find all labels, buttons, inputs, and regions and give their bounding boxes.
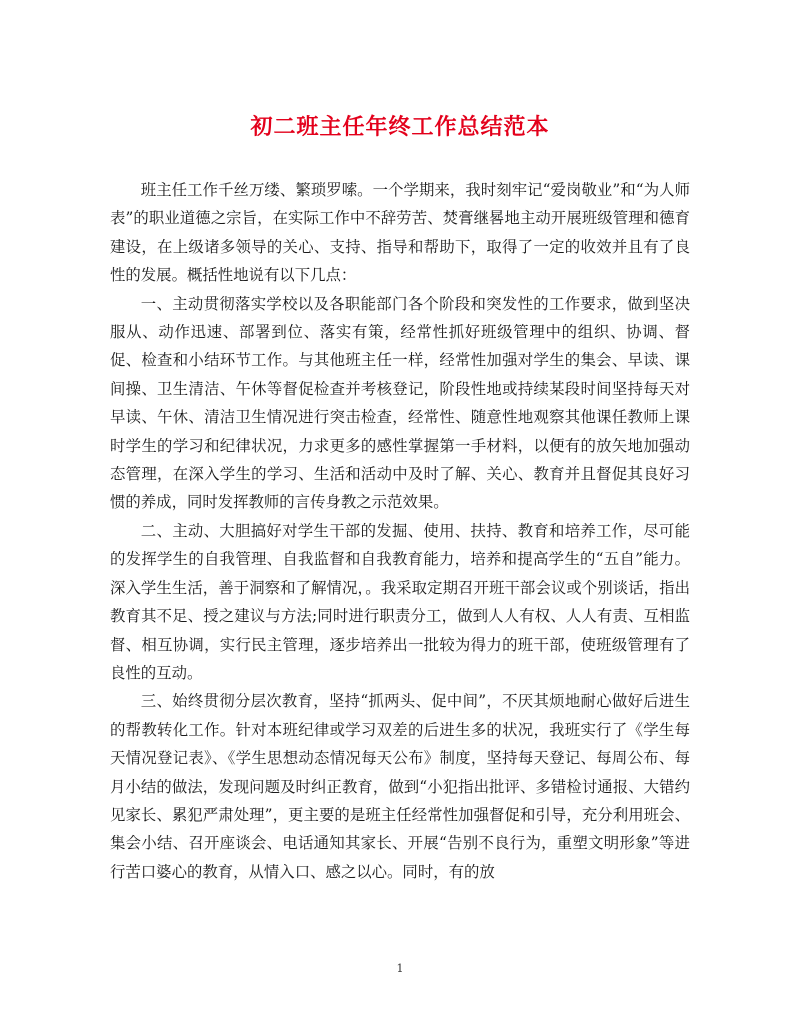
page-number: 1 bbox=[396, 962, 404, 975]
paragraph-section-3: 三、始终贯彻分层次教育，坚持“抓两头、促中间”，不厌其烦地耐心做好后进生的帮教转化工作。针对本班纪律或学习双差的后进生多的状况，我班实行了《学生每天情况登记表》、《学生思想动态情况每天公布》制度，坚持每天登记、每周公布、每月小结的做法，发现问题及时纠正教育，做到“小犯指出批评、多错检讨通报、大错约见家长、累犯严肃处理”，更主要的是班主任经常性加强督促和引导，充分利用班会、集会小结、召开座谈会、电话通知其家长、开展“告别不良行为，重塑文明形象”等进行苦口婆心的教育，从情入口、感之以心。同时，有的放 bbox=[110, 692, 690, 881]
paragraph-intro: 班主任工作千丝万缕、繁琐罗嗦。一个学期来，我时刻牢记“爱岗敬业”和“为人师表”的职业道德之宗旨，在实际工作中不辞劳苦、焚膏继晷地主动开展班级管理和德育建设，在上级诸多领导的关心、支持、指导和帮助下，取得了一定的收效并且有了良性的发展。概括性地说有以下几点： bbox=[110, 181, 690, 285]
document-body bbox=[110, 176, 690, 886]
paragraph-section-2: 二、主动、大胆搞好对学生干部的发掘、使用、扶持、教育和培养工作，尽可能的发挥学生的自我管理、自我监督和自我教育能力，培养和提高学生的“五自”能力。深入学生生活，善于洞察和了解情况，。我采取定期召开班干部会议或个别谈话，指出教育其不足、授之建议与方法;同时进行职责分工，做到人人有权、人人有责、互相监督、相互协调，实行民主管理，逐步培养出一批较为得力的班干部，使班级管理有了良性的互动。 bbox=[110, 521, 690, 682]
document-title: 初二班主任年终工作总结范本 bbox=[250, 115, 550, 140]
paragraph-section-1: 一、主动贯彻落实学校以及各职能部门各个阶段和突发性的工作要求，做到坚决服从、动作迅速、部署到位、落实有策，经常性抓好班级管理中的组织、协调、督促、检查和小结环节工作。与其他班主任一样，经常性加强对学生的集会、早读、课间操、卫生清洁、午休等督促检查并考核登记，阶段性地或持续某段时间坚持每天对早读、午休、清洁卫生情况进行突击检查，经常性、随意性地观察其他课任教师上课时学生的学习和纪律状况，力求更多的感性掌握第一手材料，以便有的放矢地加强动态管理，在深入学生的学习、生活和活动中及时了解、关心、教育并且督促其良好习惯的养成，同时发挥教师的言传身教之示范效果。 bbox=[110, 294, 690, 512]
